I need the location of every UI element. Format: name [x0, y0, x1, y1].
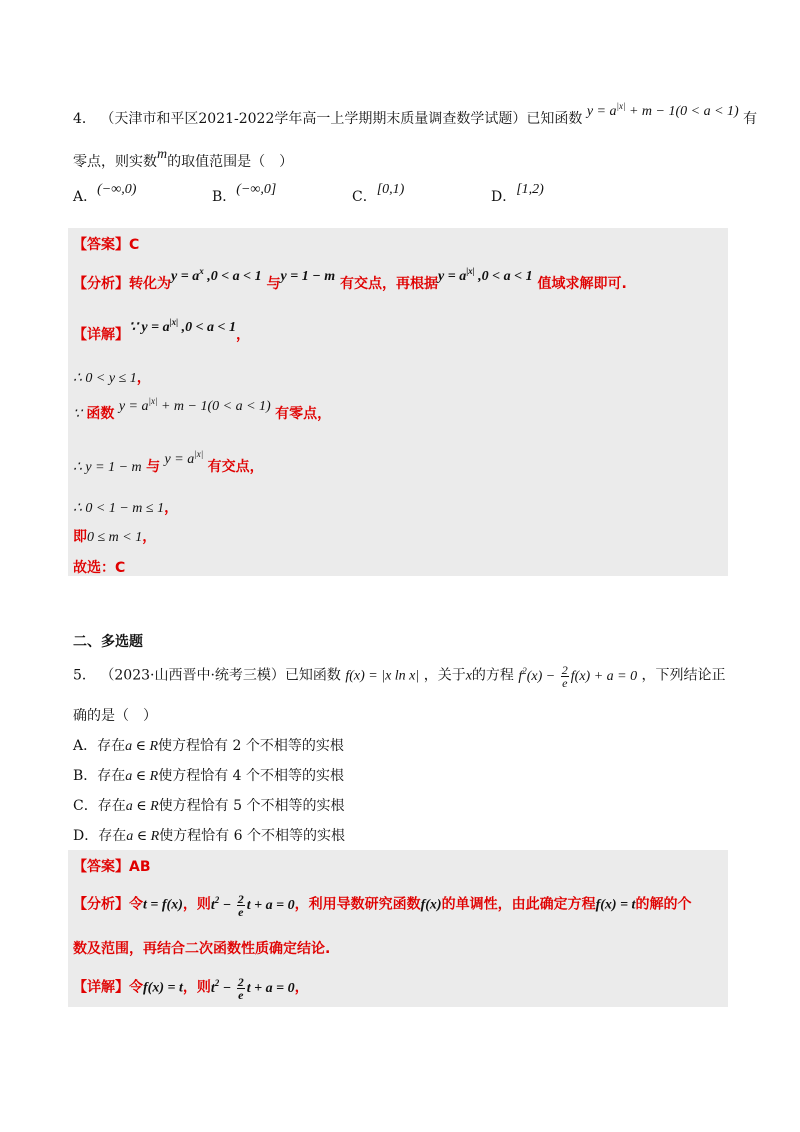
q5-stem-line1: 5． （2023·山西晋中·统考三模）已知函数 f(x) = |x ln x| ，关于x的方程 $f^2(x)$ − $\frac{2}{e}$ f(x) + a = 0 ，下列结论正: [73, 663, 726, 690]
q4-detail-line4: ∴ y = 1 − m 与 $y = a^{|x|}$ 有交点，: [73, 449, 264, 475]
q4-analysis: 【分析】转化为$y = a^x$ ,0 < a < 1 与y = 1 − m 有交点，再根据$y = a^{|x|}$ ,0 < a < 1 值域求解即可.: [73, 266, 627, 292]
q5-detail: 【详解】令f(x) = t，则$t^2$ − $\frac{2}{e}$ t + a = 0，: [73, 975, 309, 1002]
q4-number: 4．: [73, 111, 96, 127]
q5-equation: $f^2(x)$ − $\frac{2}{e}$ f(x) + a = 0: [518, 663, 638, 690]
q5-option-d: D．存在a ∈ R使方程恰有 6 个不相等的实根: [73, 828, 345, 844]
q5-answer: 【答案】AB: [73, 859, 151, 875]
section-title: 二、多选题: [73, 634, 143, 650]
q4-suffix: 有: [743, 111, 758, 127]
q5-analysis-line1: 【分析】令t = f(x)，则$t^2$ − $\frac{2}{e}$ t + a = 0，利用导数研究函数f(x)的单调性，由此确定方程f(x) = t的解的个: [73, 892, 692, 919]
q4-var-m: m: [157, 147, 168, 162]
q4-stem-line1: [73, 101, 758, 128]
q4-function: $y = a^{|x|} + m - 1(0 < a < 1)$: [586, 101, 739, 119]
q4-detail-line6: 即0 ≤ m < 1，: [73, 529, 157, 545]
q4-final: 故选：C: [73, 560, 126, 576]
q5-source: （2023·山西晋中·统考三模）已知函数: [100, 667, 341, 684]
q5-stem-line2: 确的是（ ）: [73, 708, 157, 724]
q4-detail-line1: 【详解】∵ $y = a^{|x|}$ ,0 < a < 1，: [73, 317, 251, 343]
q4-option-b: B．(−∞,0]: [212, 182, 277, 205]
q5-option-c: C．存在a ∈ R使方程恰有 5 个不相等的实根: [73, 798, 345, 814]
q4-detail-line2: ∴ 0 < y ≤ 1，: [73, 370, 151, 386]
q4-detail-line5: ∴ 0 < 1 − m ≤ 1，: [73, 500, 179, 516]
q5-option-b: B．存在a ∈ R使方程恰有 4 个不相等的实根: [73, 768, 345, 784]
q4-option-a: A．(−∞,0): [73, 182, 137, 205]
q5-number: 5．: [73, 667, 96, 684]
q5-analysis-line2: 数及范围，再结合二次函数性质确定结论.: [73, 941, 331, 957]
q5-option-a: A．存在a ∈ R使方程恰有 2 个不相等的实根: [73, 738, 344, 754]
q4-option-c: C．[0,1): [352, 182, 405, 205]
q4-answer: 【答案】C: [73, 237, 140, 253]
q5-function: f(x) = |x ln x|: [345, 668, 420, 684]
q4-option-d: D．[1,2): [491, 182, 544, 205]
q4-stem-line2: 零点，则实数m的取值范围是（ ）: [73, 147, 294, 170]
q4-source: （天津市和平区2021-2022学年高一上学期期末质量调查数学试题）已知函数: [100, 111, 583, 127]
q4-detail-line3: ∵ 函数 $y = a^{|x|} + m - 1(0 < a < 1)$ 有零点，: [73, 396, 332, 422]
